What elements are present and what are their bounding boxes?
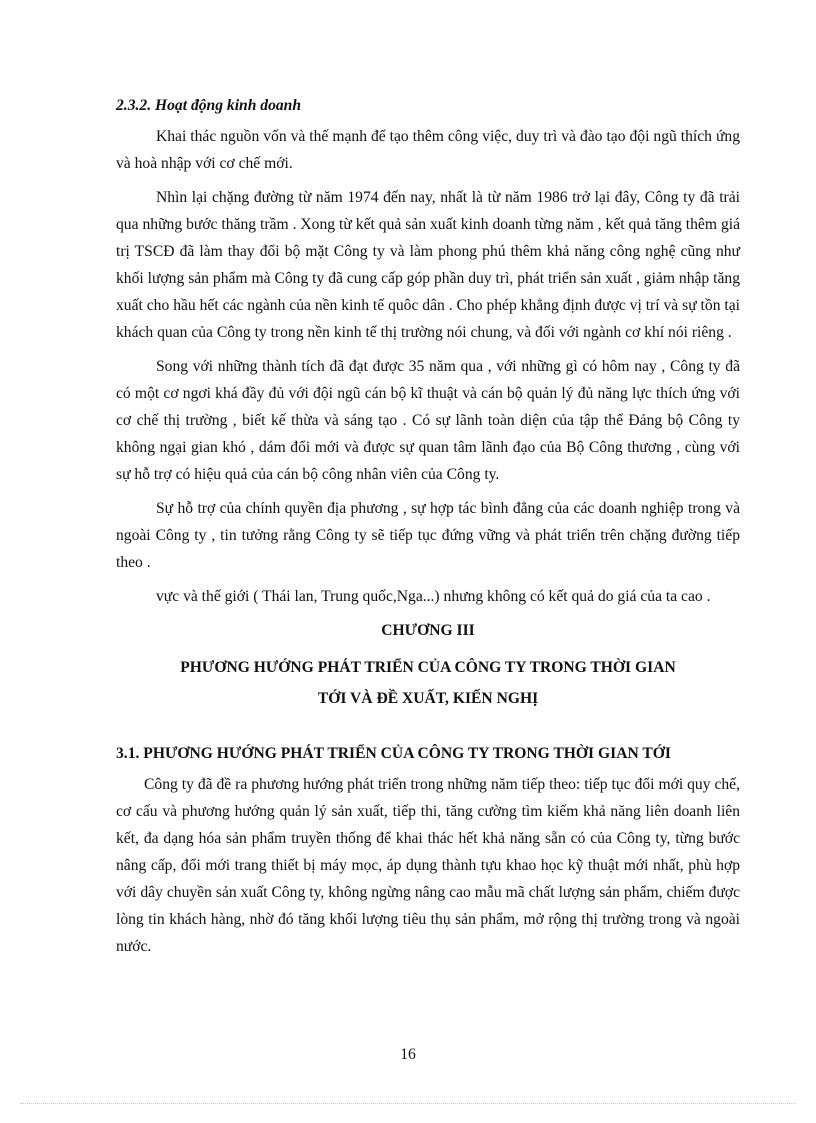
paragraph-4: Sự hỗ trợ của chính quyền địa phương , sự hợp tác bình đẳng của các doanh nghiệp trong và ngoài Công ty , tin tưởng rằng Công ty sẽ tiếp tục đứng vững và phát triển trên chặng đường tiếp theo .: [116, 500, 740, 571]
paragraph-5: vực và thế giới ( Thái lan, Trung quốc,Nga...) nhưng không có kết quả do giá của ta cao .: [156, 588, 711, 605]
chapter-number: CHƯƠNG III: [381, 622, 475, 639]
document-page: [116, 92, 740, 960]
chapter-title-line-2: TỚI VÀ ĐỀ XUẤT, KIẾN NGHỊ: [317, 690, 539, 707]
section-heading-2-3-2: 2.3.2. Hoạt động kinh doanh: [116, 97, 302, 114]
page-bottom-rule: [20, 1103, 796, 1104]
paragraph-3: Song với những thành tích đã đạt được 35 năm qua , với những gì có hôm nay , Công ty đã có một cơ ngơi khá đầy đủ với đội ngũ cán bộ kĩ thuật và cán bộ quản lý đủ năng lực thích ứng với cơ chế thị trường , biết kế thừa và sáng tạo . Có sự lãnh toàn diện của tập thể Đảng bộ Công ty không ngại gian khó , dám đổi mới và được sự quan tâm lãnh đạo của Bộ Công thương , cùng với sự hỗ trợ có hiệu quả của cán bộ công nhân viên của Công ty.: [116, 358, 740, 483]
page-number: 16: [400, 1046, 416, 1063]
paragraph-section-3-1: Công ty đã đề ra phương hướng phát triển trong những năm tiếp theo: tiếp tục đổi mới quy chế, cơ cấu và phương hướng quản lý sản xuất, tiếp thi, tăng cường tìm kiếm khả năng liên doanh liên kết, đa dạng hóa sản phẩm truyền thống để khai thác hết khả năng sẵn có của Công ty, từng bước nâng cấp, đổi mới trang thiết bị máy mọc, áp dụng thành tựu khao học kỹ thuật mới nhất, phù hợp với dây chuyền sản xuất Công ty, không ngừng nâng cao mẫu mã chất lượng sản phẩm, chiếm được lòng tin khách hàng, nhờ đó tăng khối lượng tiêu thụ sản phẩm, mở rộng thị trường trong và ngoài nước.: [116, 776, 740, 955]
paragraph-1: Khai thác nguồn vốn và thế mạnh để tạo thêm công việc, duy trì và đào tạo đội ngũ thích ứng và hoà nhập với cơ chế mới.: [116, 128, 740, 172]
section-heading-3-1: 3.1. PHƯƠNG HƯỚNG PHÁT TRIỂN CỦA CÔNG TY TRONG THỜI GIAN TỚI: [116, 745, 671, 762]
paragraph-2: Nhìn lại chặng đường từ năm 1974 đến nay, nhất là từ năm 1986 trở lại đây, Công ty đã trải qua những bước thăng trầm . Xong từ kết quả sản xuất kinh doanh từng năm , kết quả tăng thêm giá trị TSCĐ đã làm thay đổi bộ mặt Công ty và làm phong phú thêm khả năng công nghệ cũng như khối lượng sản phẩm mà Công ty đã cung cấp góp phần duy trì, phát triển sản xuất , giảm nhập tăng xuất cho hầu hết các ngành của nền kinh tế quôc dân . Cho phép khẳng định được vị trí và sự tồn tại khách quan của Công ty trong nền kinh tế thị trường nói chung, và đối với ngành cơ khí nói riêng .: [116, 189, 740, 341]
chapter-title-line-1: PHƯƠNG HƯỚNG PHÁT TRIỂN CỦA CÔNG TY TRONG THỜI GIAN: [180, 659, 676, 676]
